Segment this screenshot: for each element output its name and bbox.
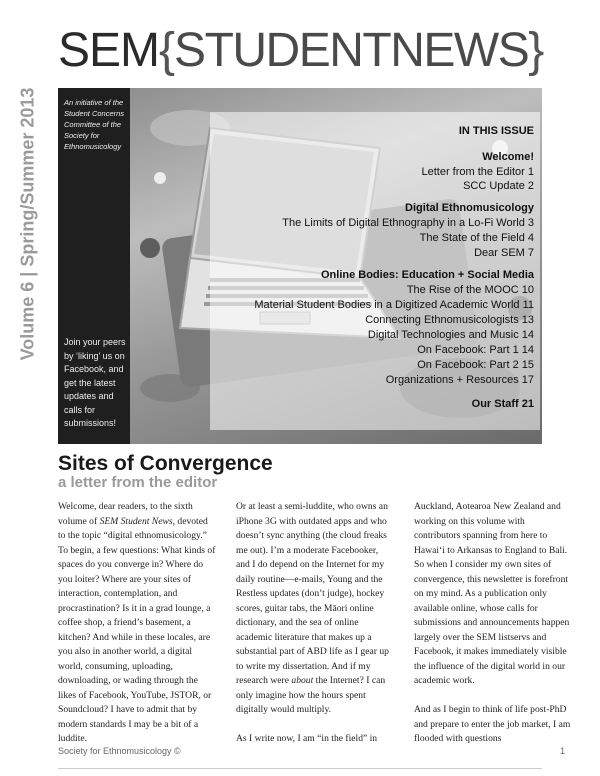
article-column-3 (414, 500, 572, 761)
article-column-1 (58, 500, 216, 761)
toc-item: Welcome! (482, 151, 534, 163)
toc-item: Digital Technologies and Music 14 (367, 329, 534, 341)
toc-item: The Rise of the MOOC 10 (406, 284, 534, 296)
article-title: Sites of Convergence (58, 452, 273, 475)
masthead (58, 22, 548, 80)
masthead-studentnews: STUDENTNEWS (174, 24, 529, 77)
masthead-sem: SEM (58, 24, 160, 77)
masthead-brace-open: { (159, 24, 175, 77)
facebook-join-text: Join your peers by ‘liking’ us on Facebook, and get the latest updates and calls for submissions! (64, 337, 126, 428)
toc-item: The State of the Field 4 (419, 232, 534, 244)
toc-item: Online Bodies: Education + Social Media (320, 269, 534, 281)
toc-item: On Facebook: Part 2 15 (417, 359, 534, 371)
text-run: Or at least a semi-luddite, who owns an iPhone 3G with outdated apps and who doesn’t sync anything (the cloud freaks me out). I’m a moderate Facebooker, and I do depend on the Internet for my daily routine—e-mails, Young and the Restless updates (don’t judge), hockey scores, guitar tabs, the Māori online dictionary, and the sea of online academic literature that makes up a substantial part of ABD life as I gear up to write my dissertation. And if my research were (236, 501, 389, 686)
toc-heading: IN THIS ISSUE (458, 125, 534, 137)
article-paragraph: Auckland, Aotearoa New Zealand and working on this volume with contributors spanning from here to Hawai‘i to Arkansas to England to Bali. So when I consider my own sites of convergence, this newsletter is forefront on my mind. As a publication only available online, whose calls for submissions and announcements happen largely over the SEM listservs and Facebook, it makes immediately visible the influence of the digital world in our academic work. (414, 501, 570, 686)
toc-item: Connecting Ethnomusicologists 13 (365, 314, 534, 326)
table-of-contents (210, 112, 540, 430)
text-run: , devoted to the topic “digital ethnomusicology.” To begin, a few questions: What kinds of spaces do you converge in? Where do you loiter? Where are your sites of interaction, contemplation, and procrastination? Is it in a grad lounge, a coffee shop, a friend’s basement, a kitchen? And while in these locales, are you also in another world, a digital world, consuming, uploading, downloading, or wading through the likes of Facebook, YouTube, JSTOR, or Soundcloud? I have to admit that by modern standards I may be a bit of a luddite. (58, 515, 216, 744)
initiative-text: An initiative of the Student Concerns Committee of the Society for Ethnomusicology (64, 98, 125, 151)
masthead-brace-close: } (528, 24, 544, 77)
page-number: 1 (560, 746, 566, 756)
article-paragraph (58, 500, 216, 747)
toc-item: On Facebook: Part 1 14 (417, 344, 534, 356)
emphasis: about (291, 675, 314, 686)
toc-item: SCC Update 2 (463, 180, 534, 192)
article-paragraph: And as I begin to think of life post-PhD and prepare to enter the job market, I am flooded with questions (414, 704, 571, 744)
footer-org: Society for Ethnomusicology © (58, 746, 181, 756)
toc-item: The Limits of Digital Ethnography in a Lo-Fi World 3 (282, 217, 534, 229)
footer-rule (58, 768, 542, 769)
article-paragraph: As I write now, I am “in the field” in (236, 733, 378, 744)
article-column-2 (236, 500, 394, 761)
toc-item: Letter from the Editor 1 (421, 166, 534, 178)
text-run: the Internet? I can only imagine how the hours spent digitally would multiply. (236, 675, 386, 715)
article-subtitle: a letter from the editor (58, 474, 218, 491)
toc-item: Organizations + Resources 17 (385, 374, 534, 386)
volume-label-text: Volume 6 | Spring/Summer 2013 (17, 87, 38, 361)
text-run: Welcome, dear readers, to the sixth volume of (58, 501, 193, 527)
publication-title: SEM Student News (99, 515, 173, 527)
toc-item: Material Student Bodies in a Digitized Academic World 11 (254, 299, 534, 311)
article-paragraph (236, 500, 394, 718)
toc-item: Dear SEM 7 (474, 247, 534, 259)
volume-label (8, 88, 48, 360)
toc-item: Our Staff 21 (471, 398, 534, 410)
toc-item: Digital Ethnomusicology (405, 202, 534, 214)
